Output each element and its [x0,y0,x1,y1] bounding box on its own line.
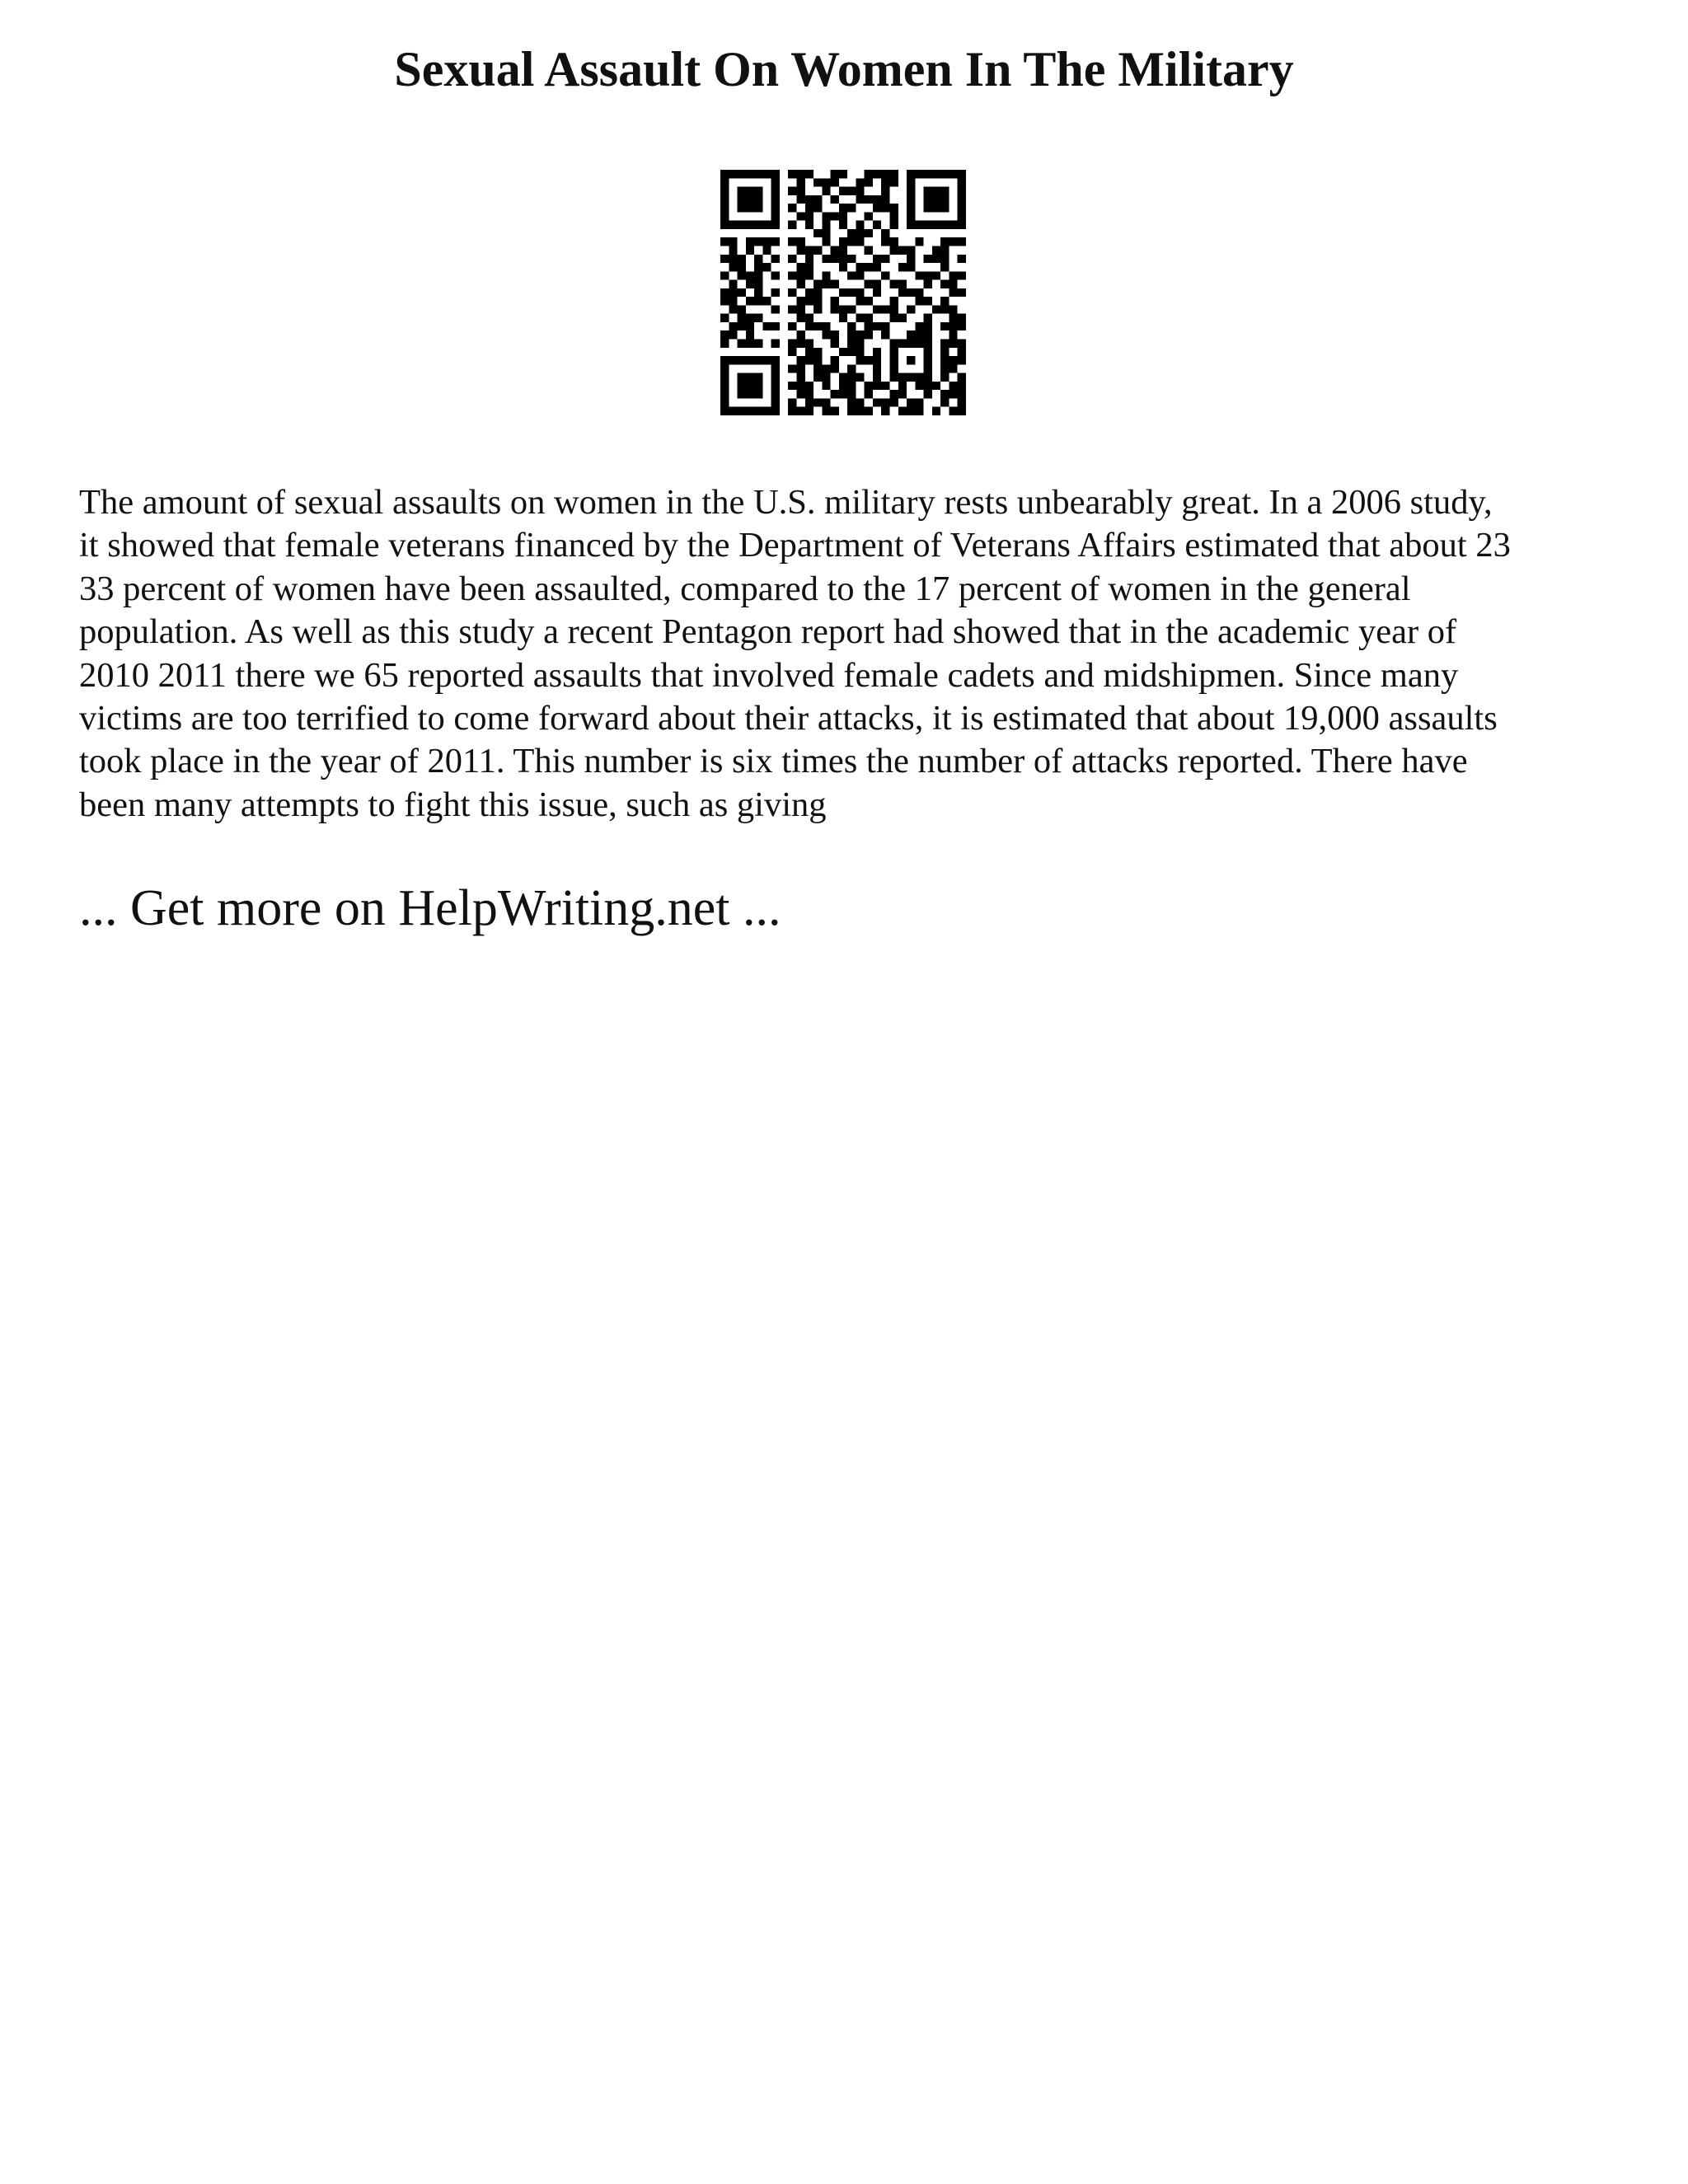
body-line: 33 percent of women have been assaulted, compared to the 17 percent of women in the general [79,569,1411,608]
page-title: Sexual Assault On Women In The Military [394,42,1294,96]
body-line: took place in the year of 2011. This number is six times the number of attacks reported. There have [79,742,1468,781]
body-paragraph [79,481,1622,827]
qr-code-icon [720,170,966,415]
body-line: been many attempts to fight this issue, such as giving [79,785,827,824]
body-line: it showed that female veterans financed by the Department of Veterans Affairs estimated that about 23 [79,526,1511,565]
body-line: population. As well as this study a recent Pentagon report had showed that in the academic year of [79,612,1457,652]
body-line: 2010 2011 there we 65 reported assaults that involved female cadets and midshipmen. Since many [79,655,1459,695]
body-line: The amount of sexual assaults on women in the U.S. military rests unbearably great. In a 2006 study, [79,483,1493,522]
get-more-link[interactable]: ... Get more on HelpWriting.net ... [79,880,781,936]
body-line: victims are too terrified to come forward about their attacks, it is estimated that about 19,000 assaults [79,699,1498,738]
